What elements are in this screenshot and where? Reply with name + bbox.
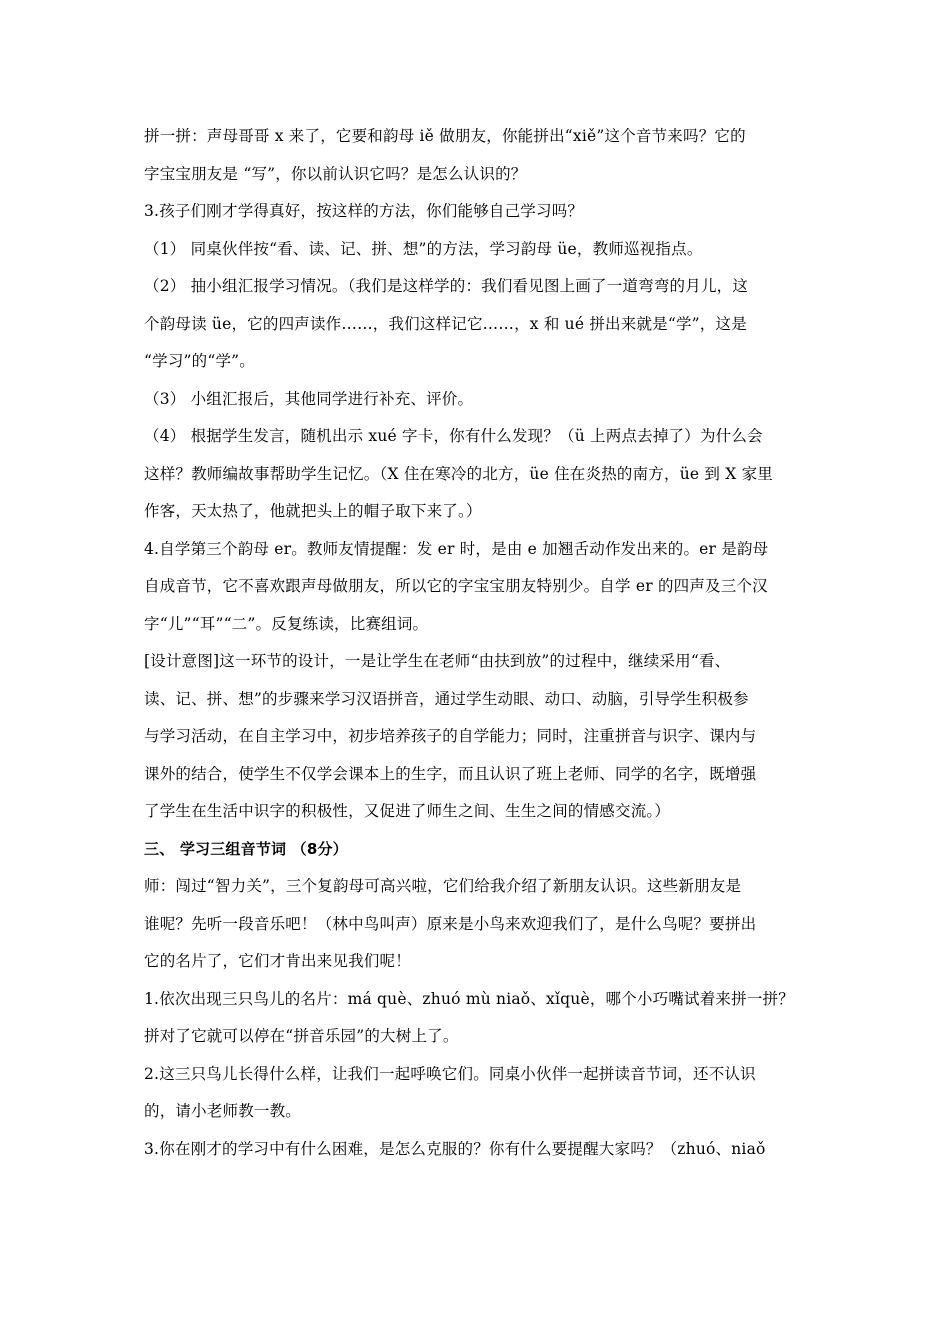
text-line: 2.这三只鸟儿长得什么样，让我们一起呼唤它们。同桌小伙伴一起拼读音节词，还不认识 bbox=[144, 1064, 756, 1083]
text-line: 师：闯过“智力关”，三个复韵母可高兴啦，它们给我介绍了新朋友认识。这些新朋友是 bbox=[144, 877, 742, 895]
text-line: 3.你在刚才的学习中有什么困难，是怎么克服的？你有什么要提醒大家吗？（zhuó、niaǒ bbox=[144, 1139, 766, 1158]
text-line: 它的名片了，它们才肯出来见我们呢！ bbox=[144, 952, 411, 970]
section-heading: 三、 学习三组音节词 （8分） bbox=[144, 839, 348, 858]
text-line: （1） 同桌伙伴按“看、读、记、拼、想”的方法，学习韵母 üe，教师巡视指点。 bbox=[144, 239, 703, 258]
text-line: 个韵母读 üe，它的四声读作……，我们这样记它……，x 和 ué 拼出来就是“学”，这是 bbox=[144, 314, 747, 333]
text-line: 课外的结合，使学生不仅学会课本上的生字，而且认识了班上老师、同学的名字，既增强 bbox=[144, 764, 757, 783]
text-line: （4） 根据学生发言，随机出示 xué 字卡，你有什么发现？（ü 上两点去掉了）为什么会 bbox=[144, 427, 763, 445]
text-line: 这样？教师编故事帮助学生记忆。（X 住在寒冷的北方，üe 住在炎热的南方，üe 到 X 家里 bbox=[144, 464, 773, 483]
text-line: （3） 小组汇报后，其他同学进行补充、评价。 bbox=[144, 389, 474, 408]
text-line: 自成音节，它不喜欢跟声母做朋友，所以它的字宝宝朋友特别少。自学 er 的四声及三个汉 bbox=[144, 577, 768, 595]
text-line: 4.自学第三个韵母 er。教师友情提醒：发 er 时，是由 e 加翘舌动作发出来的。er 是韵母 bbox=[144, 539, 769, 558]
text-line: 读、记、拼、想”的步骤来学习汉语拼音，通过学生动眼、动口、动脑，引导学生积极参 bbox=[144, 689, 749, 708]
text-line: “学习”的“学”。 bbox=[144, 352, 255, 370]
text-line: [设计意图]这一环节的设计，一是让学生在老师“由扶到放”的过程中，继续采用“看、 bbox=[144, 652, 731, 670]
text-line: 与学习活动，在自主学习中，初步培养孩子的自学能力；同时，注重拼音与识字、课内与 bbox=[144, 727, 757, 745]
text-line: 字宝宝朋友是 “写”，你以前认识它吗？是怎么认识的？ bbox=[144, 164, 527, 183]
text-line: 的，请小老师教一教。 bbox=[144, 1102, 302, 1120]
text-line: 3.孩子们刚才学得真好，按这样的方法，你们能够自己学习吗？ bbox=[144, 202, 584, 220]
text-line: 拼一拼：声母哥哥 x 来了，它要和韵母 iě 做朋友，你能拼出“xiě”这个音节来吗？它的 bbox=[144, 127, 746, 145]
document-body bbox=[144, 118, 810, 1168]
text-line: （2） 抽小组汇报学习情况。（我们是这样学的：我们看见图上画了一道弯弯的月儿，这 bbox=[144, 277, 749, 295]
text-line: 1.依次出现三只鸟儿的名片：má què、zhuó mù niaǒ、xǐquè，哪个小巧嘴试着来拼一拼？ bbox=[144, 989, 794, 1008]
text-line: 了学生在生活中识字的积极性，又促进了师生之间、生生之间的情感交流。） bbox=[144, 802, 671, 820]
text-line: 字“儿”“耳”“二”。反复练读，比赛组词。 bbox=[144, 614, 429, 633]
text-line: 拼对了它就可以停在“拼音乐园”的大树上了。 bbox=[144, 1027, 459, 1045]
text-line: 作客，天太热了，他就把头上的帽子取下来了。） bbox=[144, 502, 482, 520]
text-line: 谁呢？先听一段音乐吧！（林中鸟叫声）原来是小鸟来欢迎我们了，是什么鸟呢？要拼出 bbox=[144, 914, 757, 933]
